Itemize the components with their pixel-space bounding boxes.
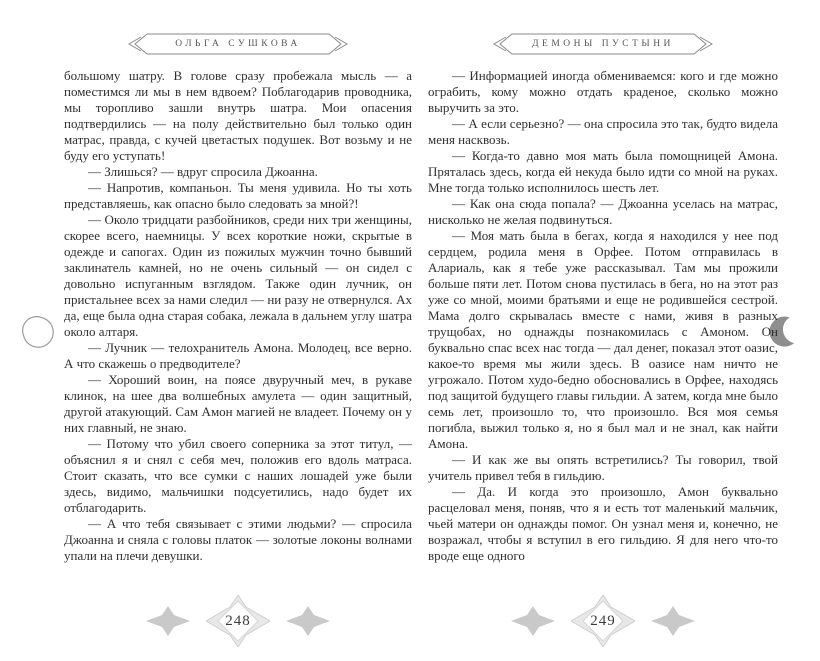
page-number: 248: [225, 612, 251, 629]
paragraph: — И как же вы опять встретились? Ты говорил, твой учитель привел тебя в гильдию.: [428, 452, 778, 483]
crescent-moon-outline-icon: [12, 306, 69, 363]
paragraph: — Потому что убил своего соперника за этот титул, — объяснил я и снял с себя меч, положив его вдоль матраса. Стоит сказать, что все сумки с наших лошадей уже были здесь, видимо, мальчишки подсуетились, надо будет их отблагодарить.: [64, 436, 412, 515]
page-right: [428, 30, 778, 661]
paragraph: — Около тридцати разбойников, среди них три женщины, скорее всего, наемницы. У всех короткие ножи, скрытые в одежде и сапогах. Один из пожилых мужчин точно бывший заклинатель камней, но не очень сильный — он сидел с довольно испуганным взглядом. Также один лучник, он пристальнее всех за нами следил — ни разу не отвернулся. Ах да, еще была одна старая собака, лежала в дальнем углу шатра около алтаря.: [64, 212, 412, 339]
paragraph: — Как она сюда попала? — Джоанна уселась на матрас, нисколько не желая подвинуться.: [428, 196, 778, 227]
diamond-ornament-icon: [511, 606, 555, 636]
running-head-title-label: ДЕМОНЫ ПУСТЫНИ: [532, 39, 674, 49]
paragraph: — Когда-то давно моя мать была помощницей Амона. Пряталась здесь, когда ей некуда было идти со мной на руках. Мне тогда только исполнилось шесть лет.: [428, 148, 778, 195]
running-head-author-label: ОЛЬГА СУШКОВА: [175, 39, 301, 49]
paragraph: — А если серьезно? — она спросила это так, будто видела меня насквозь.: [428, 116, 778, 147]
paragraph: — А что тебя связывает с этими людьми? — спросила Джоанна и сняла с головы платок — золотые локоны волнами упали на плечи девушки.: [64, 516, 412, 563]
page-number: 249: [590, 612, 616, 629]
paragraph: — Напротив, компаньон. Ты меня удивила. Но ты хоть представляешь, как опасно было следовать за мной?!: [64, 180, 412, 211]
page-number-medallion: [206, 595, 270, 647]
diamond-ornament-icon: [286, 606, 330, 636]
page-left: [64, 30, 412, 661]
page-number-medallion: [571, 595, 635, 647]
page-right-text: [428, 68, 778, 564]
paragraph: — Хороший воин, на поясе двуручный меч, в рукаве клинок, на шее два волшебных амулета — один защитный, другой атакующий. Сам Амон магией не владеет. Почему он у них главный, не знаю.: [64, 372, 412, 435]
paragraph: — Да. И когда это произошло, Амон буквально расцеловал меня, поняв, что я и есть тот маленький мальчик, чьей матери он однажды помог. Он узнал меня и, конечно, не возражал, чтобы я вступил в его гильдию. Я для него что-то вроде еще одного: [428, 484, 778, 563]
page-right-footer: [428, 595, 778, 647]
diamond-ornament-icon: [146, 606, 190, 636]
page-left-footer: [64, 595, 412, 647]
paragraph: — Лучник — телохранитель Амона. Молодец, все верно. А что скажешь о предводителе?: [64, 340, 412, 371]
paragraph: — Информацией иногда обмениваемся: кого и где можно ограбить, кому можно отдать краденое, сколько можно выручить за это.: [428, 68, 778, 115]
diamond-ornament-icon: [651, 606, 695, 636]
paragraph: — Моя мать была в бегах, когда я находился у нее под сердцем, родила меня в Орфее. Потом отправилась в Алариаль, как я тебе уже рассказывал. Там мы прожили больше пяти лет. Потом снова пустилась в бега, но на этот раз уже со мной, моими братьями и еще не родившейся сестрой. Мама долго скрывалась вместе с нами, живя в разных трущобах, но однажды познакомилась с Амоном. Он буквально спас всех нас тогда — дал денег, показал этот оазис, какое-то время мы жили здесь. В оазисе нам ничто не угрожало. Потом худо-бедно обосновались в Орфее, находясь под защитой будущего главы гильдии. А затем, когда мне было семь лет, произошло то, что произошло. Вся моя семья погибла, выжил только я, но я был мал и не знал, как найти Амона.: [428, 228, 778, 451]
paragraph: большому шатру. В голове сразу пробежала мысль — а поместимся ли мы в нем вдвоем? Поблагодарив проводника, мы торопливо зашли внутрь шатра. Мои опасения подтвердились — на полу действительно был только один матрас, правда, с кучей цветастых подушек. Вот возьму и не буду его уступать!: [64, 68, 412, 163]
running-head-title: [491, 30, 715, 58]
paragraph: — Злишься? — вдруг спросила Джоанна.: [88, 164, 318, 179]
page-left-text: [64, 68, 412, 564]
running-head-author: [126, 30, 350, 58]
